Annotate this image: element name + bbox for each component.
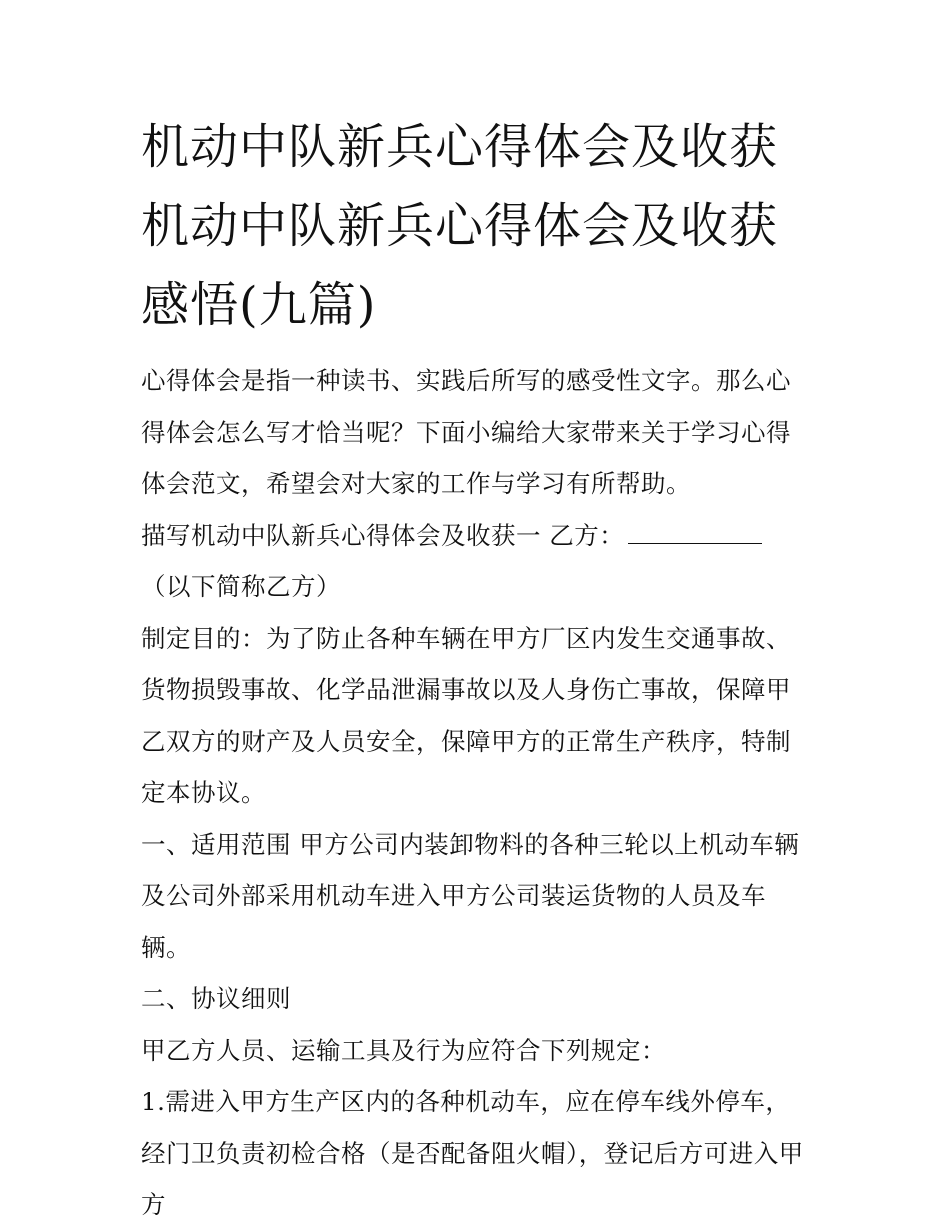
purpose-paragraph: 制定目的：为了防止各种车辆在甲方厂区内发生交通事故、货物损毁事故、化学品泄漏事故以及人身伤亡事故，保障甲乙双方的财产及人员安全，保障甲方的正常生产秩序，特制定本协议。 <box>141 623 791 807</box>
section-heading-text: 描写机动中队新兵心得体会及收获一 乙方： <box>141 520 625 550</box>
section-heading-tail: （以下简称乙方） <box>141 572 341 601</box>
section-heading-paragraph <box>141 510 813 613</box>
rules-intro-paragraph: 甲乙方人员、运输工具及行为应符合下列规定： <box>141 1035 666 1065</box>
document-page <box>141 108 813 1231</box>
document-title: 机动中队新兵心得体会及收获机动中队新兵心得体会及收获感悟(九篇) <box>141 119 779 333</box>
intro-paragraph: 心得体会是指一种读书、实践后所写的感受性文字。那么心得体会怎么写才恰当呢？下面小编给大家带来关于学习心得体会范文，希望会对大家的工作与学习有所帮助。 <box>141 366 791 498</box>
fill-in-blank-line <box>628 521 762 544</box>
document-body <box>141 355 813 1231</box>
rule-1-paragraph: 1.需进入甲方生产区内的各种机动车，应在停车线外停车，经门卫负责初检合格（是否配备阻火帽），登记后方可进入甲方 <box>141 1087 804 1219</box>
scope-paragraph: 一、适用范围 甲方公司内装卸物料的各种三轮以上机动车辆及公司外部采用机动车进入甲方公司装运货物的人员及车辆。 <box>141 829 800 962</box>
rules-heading: 二、协议细则 <box>141 984 291 1013</box>
